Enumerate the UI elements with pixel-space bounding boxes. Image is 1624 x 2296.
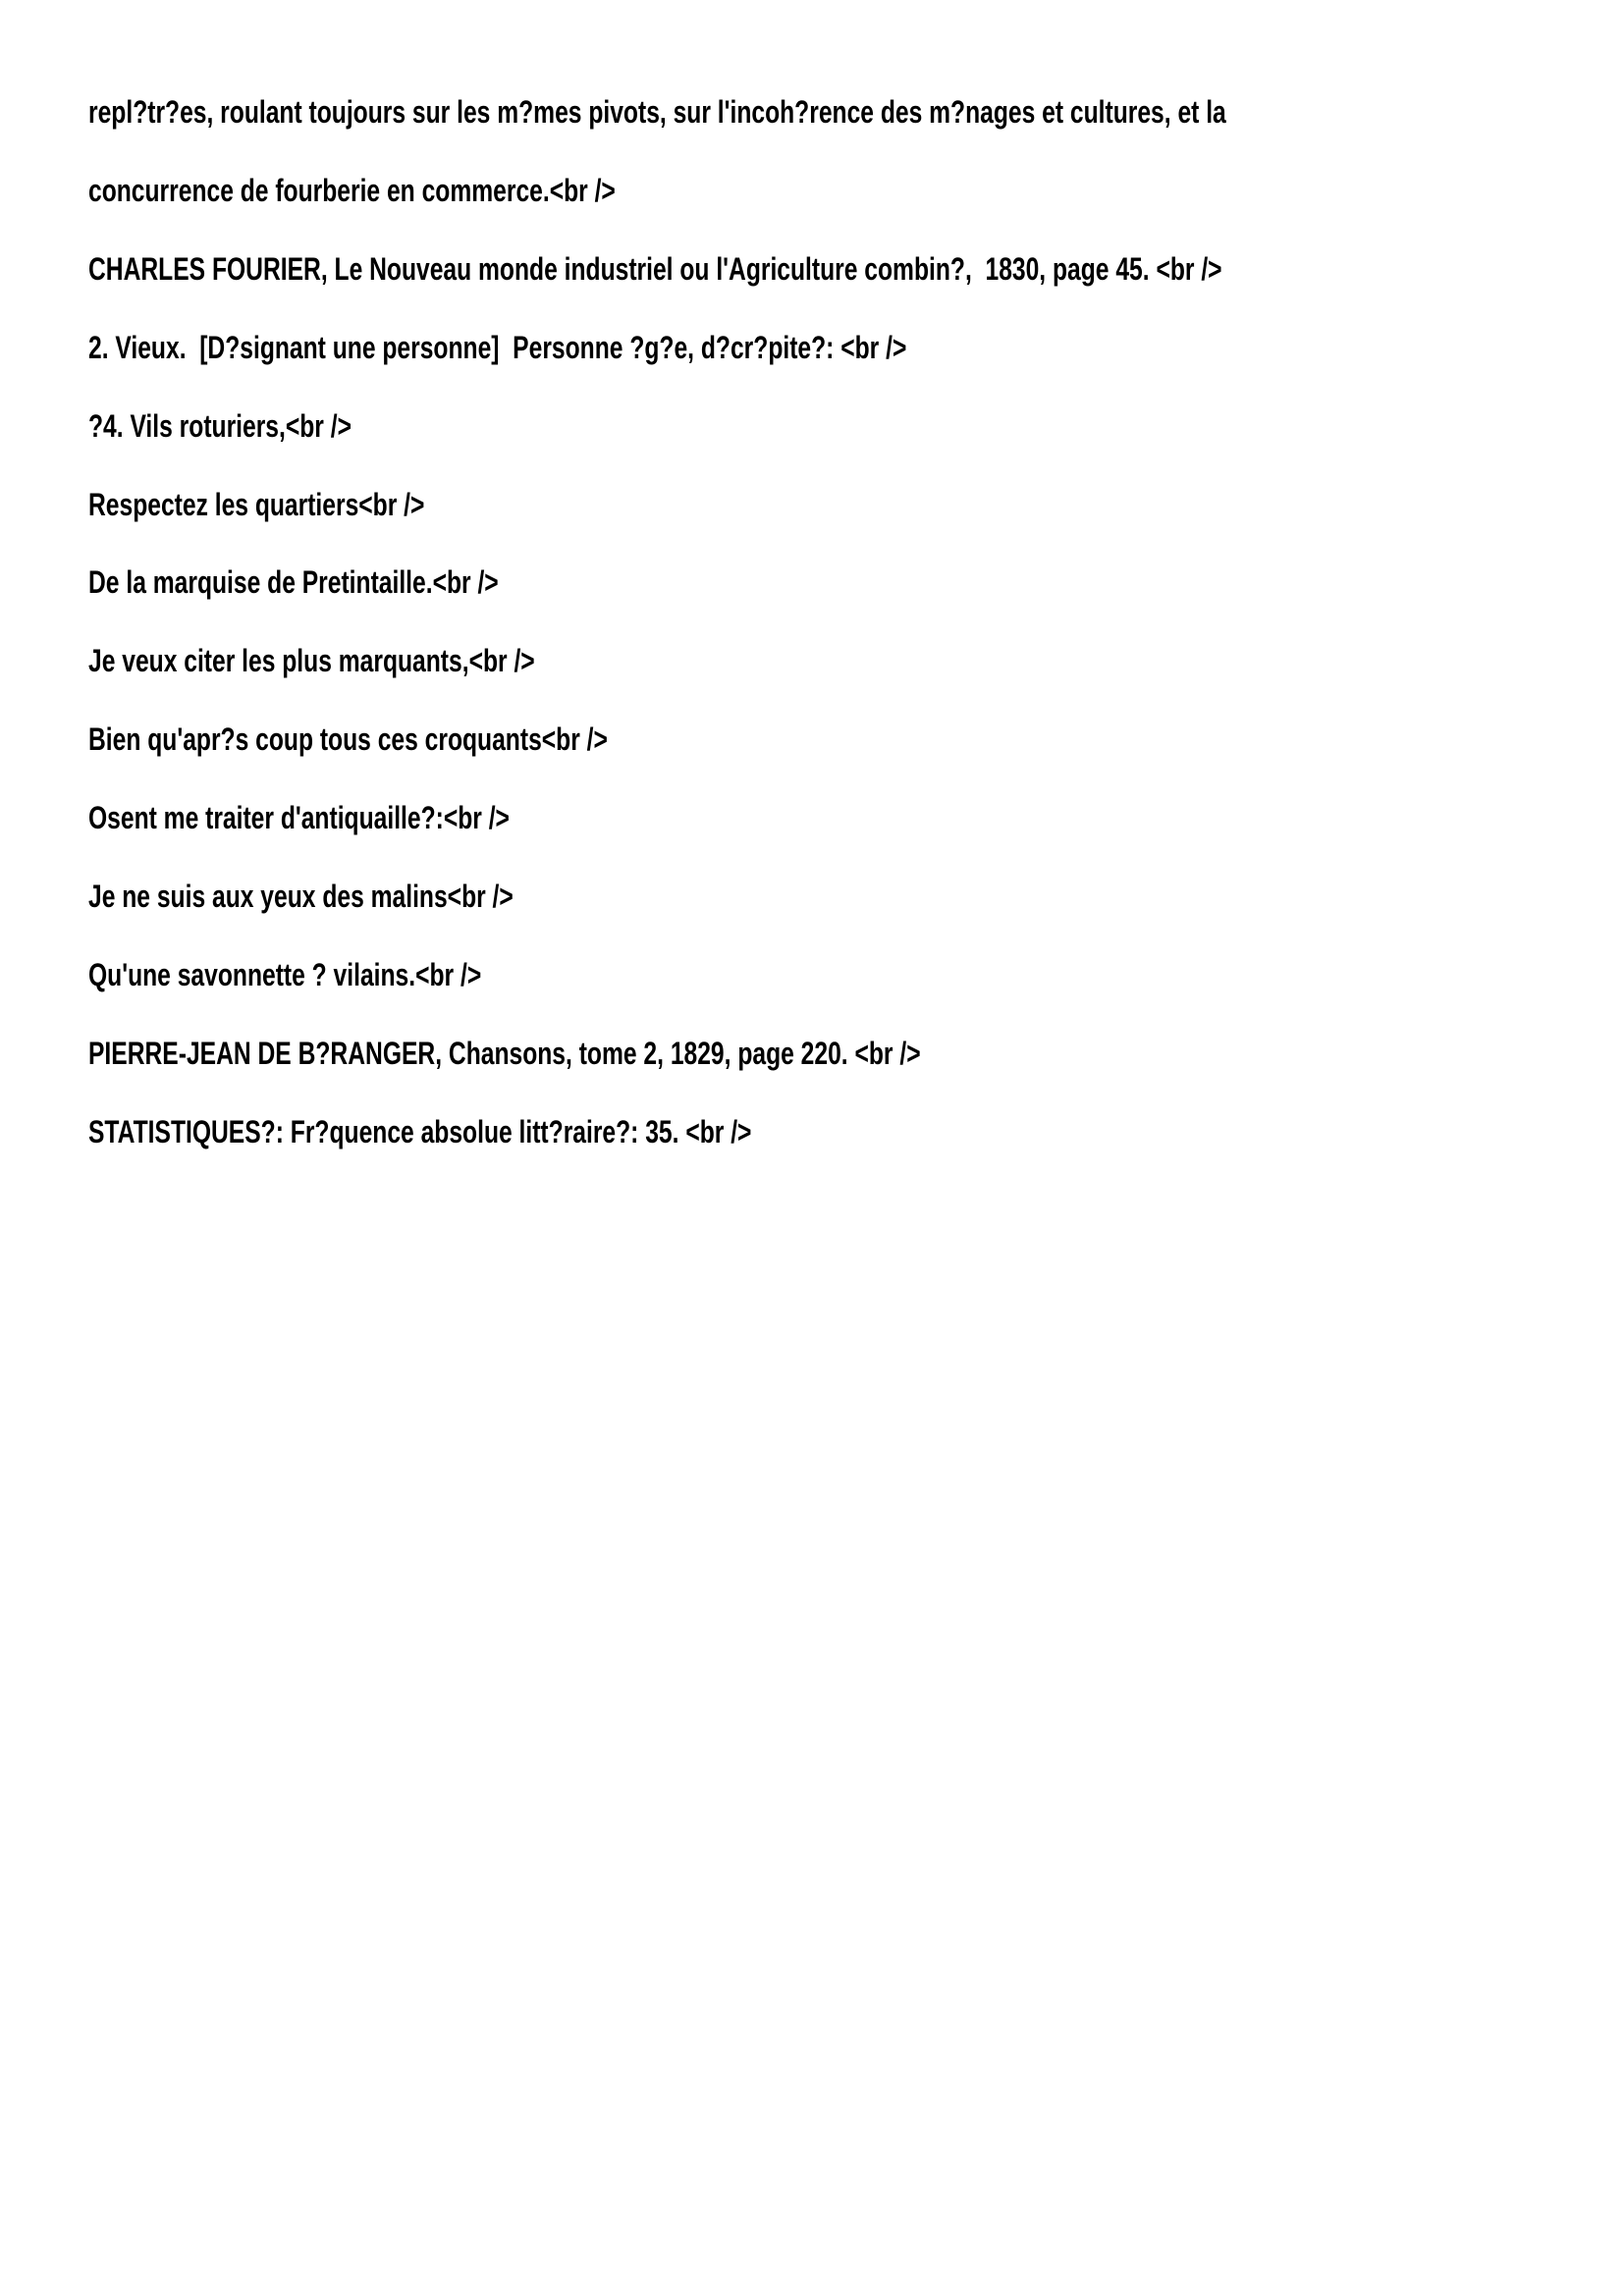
text-line: repl?tr?es, roulant toujours sur les m?mes pivots, sur l'incoh?rence des m?nages et cultures, et la: [88, 94, 1226, 130]
text-line: CHARLES FOURIER, Le Nouveau monde industriel ou l'Agriculture combin?, 1830, page 45. <br />: [88, 250, 1222, 287]
text-line: Osent me traiter d'antiquaille?:<br />: [88, 800, 510, 836]
text-line: Je ne suis aux yeux des malins<br />: [88, 879, 514, 914]
text-line: Je veux citer les plus marquants,<br />: [88, 643, 535, 679]
text-line: 2. Vieux. [D?signant une personne] Personne ?g?e, d?cr?pite?: <br />: [88, 329, 907, 365]
text-line: Respectez les quartiers<br />: [88, 486, 425, 522]
text-line: STATISTIQUES?: Fr?quence absolue litt?raire?: 35. <br />: [88, 1113, 752, 1149]
text-line: ?4. Vils roturiers,<br />: [88, 407, 352, 444]
text-line: concurrence de fourberie en commerce.<br />: [88, 172, 616, 208]
text-line: Qu'une savonnette ? vilains.<br />: [88, 956, 482, 992]
text-line: Bien qu'apr?s coup tous ces croquants<br />: [88, 721, 608, 758]
text-line: De la marquise de Pretintaille.<br />: [88, 564, 499, 601]
text-line: PIERRE-JEAN DE B?RANGER, Chansons, tome 2, 1829, page 220. <br />: [88, 1035, 921, 1071]
